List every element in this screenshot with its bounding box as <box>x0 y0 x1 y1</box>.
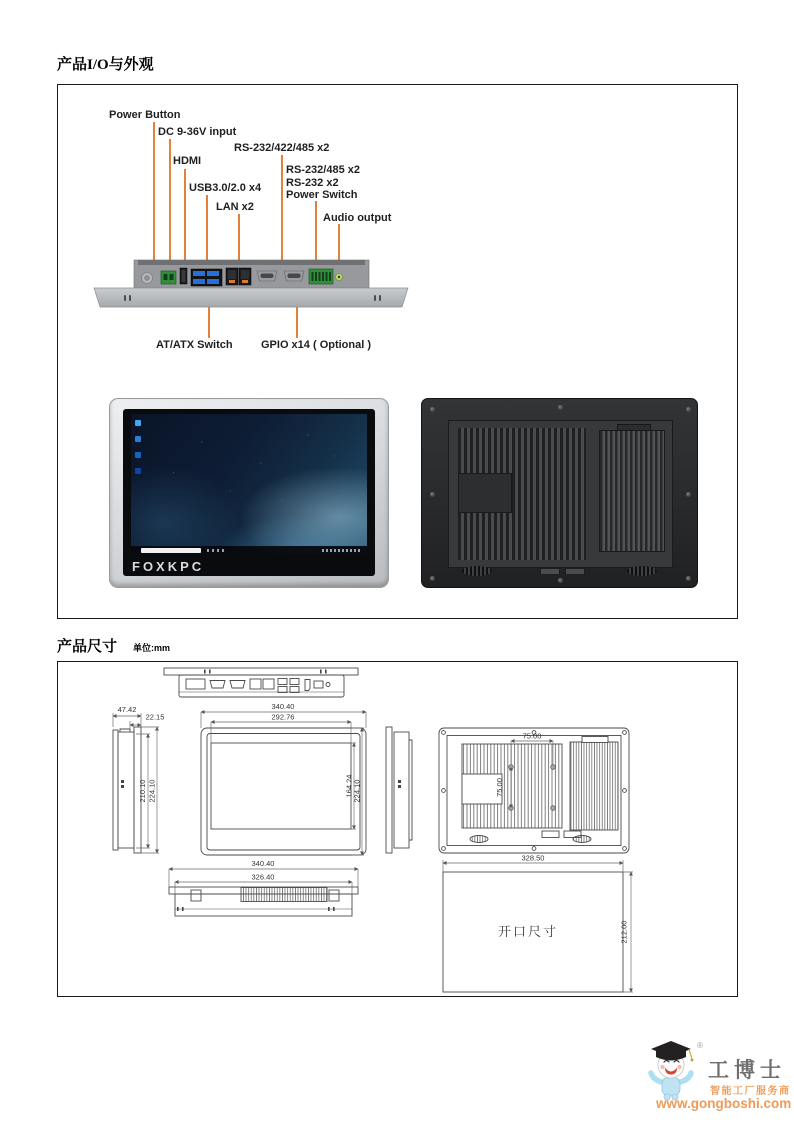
io-ports-photo <box>86 251 416 315</box>
unit-note: 单位:mm <box>133 643 171 653</box>
rear-panel <box>448 420 673 568</box>
dimension-drawings <box>58 662 736 995</box>
taskbar-tray <box>322 549 362 553</box>
dim-side-height-inner: 210.10 <box>138 779 147 803</box>
rear-connector <box>565 568 585 575</box>
screw <box>558 578 563 583</box>
screw <box>686 492 691 497</box>
label-usb: USB3.0/2.0 x4 <box>189 182 262 194</box>
desktop-icon <box>135 468 141 474</box>
label-power-button: Power Button <box>109 109 181 121</box>
desktop-icon <box>135 420 141 426</box>
screw <box>558 405 563 410</box>
screw <box>430 576 435 581</box>
gpio-terminal-block <box>309 269 333 284</box>
rear-view-photo <box>421 398 698 588</box>
rear-connector <box>540 568 560 575</box>
dim-side-depth-front: 22.15 <box>145 712 165 722</box>
usb-ports <box>191 269 222 286</box>
dim-vesa-height: 75.00 <box>495 778 504 797</box>
dimensions-box <box>57 661 738 997</box>
label-gpio: GPIO x14 ( Optional ) <box>261 339 372 351</box>
label-audio-output: Audio output <box>323 212 392 224</box>
label-dc-input: DC 9-36V input <box>158 126 237 138</box>
hdmi-port <box>180 268 187 284</box>
label-rs232: RS-232 x2 <box>286 177 339 189</box>
module-tab <box>617 424 651 431</box>
side-view-left-drawing <box>113 727 141 853</box>
registered-mark-icon: ® <box>697 1041 703 1050</box>
logo-tagline: 智能工厂服务商 <box>710 1086 791 1097</box>
front-view-photo <box>109 398 389 588</box>
dim-side-depth-total: 47.42 <box>117 705 137 714</box>
io-appearance-box <box>57 84 738 619</box>
dim-front-height-total: 224.10 <box>352 779 362 803</box>
screw <box>430 492 435 497</box>
label-hdmi: HDMI <box>173 155 202 167</box>
power-button <box>142 273 153 284</box>
speaker-grille-right <box>627 566 657 576</box>
cpu-module-fins <box>599 430 665 552</box>
dim-front-height-screen: 164.24 <box>344 774 354 798</box>
front-view-drawing <box>201 728 366 855</box>
dim-bottom-width-total: 340.40 <box>251 859 275 868</box>
label-lan: LAN x2 <box>216 201 254 213</box>
front-screen <box>123 409 375 576</box>
rear-view-drawing <box>439 728 629 853</box>
logo-website: www.gongboshi.com <box>656 1096 792 1111</box>
desktop-icon <box>135 436 141 442</box>
dim-cutout-height: 212.00 <box>619 920 629 944</box>
front-brand-text: FOXKPC <box>132 559 205 574</box>
screw <box>686 576 691 581</box>
screw <box>686 407 691 412</box>
dim-cutout-width: 328.50 <box>521 853 545 863</box>
audio-jack <box>336 274 343 281</box>
label-at-atx-switch: AT/ATX Switch <box>156 339 233 351</box>
bottom-view-drawing <box>169 887 358 916</box>
screw <box>430 407 435 412</box>
dim-front-width-screen: 292.76 <box>271 712 295 722</box>
taskbar <box>131 546 367 554</box>
taskbar-search-box <box>141 548 201 553</box>
label-rs232-422-485: RS-232/422/485 x2 <box>234 142 330 154</box>
footer-logo <box>640 1036 792 1120</box>
dim-vesa-width: 75.00 <box>522 731 542 741</box>
section2-title: 产品尺寸 <box>57 639 118 655</box>
dim-side-height-total: 224.10 <box>147 779 157 803</box>
speaker-grille-left <box>462 566 492 576</box>
dc-terminal-block <box>161 271 176 284</box>
dim-bottom-width-inner: 326.40 <box>251 872 275 882</box>
dim-front-width-total: 340.40 <box>271 702 295 711</box>
label-rs232-485: RS-232/485 x2 <box>286 164 360 176</box>
top-view-drawing <box>164 668 358 697</box>
blank-plate <box>458 473 512 513</box>
logo-brand-text: 工博士 <box>708 1058 786 1082</box>
section1-title: 产品I/O与外观 <box>57 57 154 73</box>
desktop-wallpaper <box>131 414 367 554</box>
desktop-icon <box>135 452 141 458</box>
cutout-label: 开口尺寸 <box>497 924 559 939</box>
side-view-right-drawing <box>386 727 412 853</box>
mascot-icon <box>640 1036 704 1102</box>
label-power-switch: Power Switch <box>286 189 358 201</box>
taskbar-icons <box>207 549 225 553</box>
